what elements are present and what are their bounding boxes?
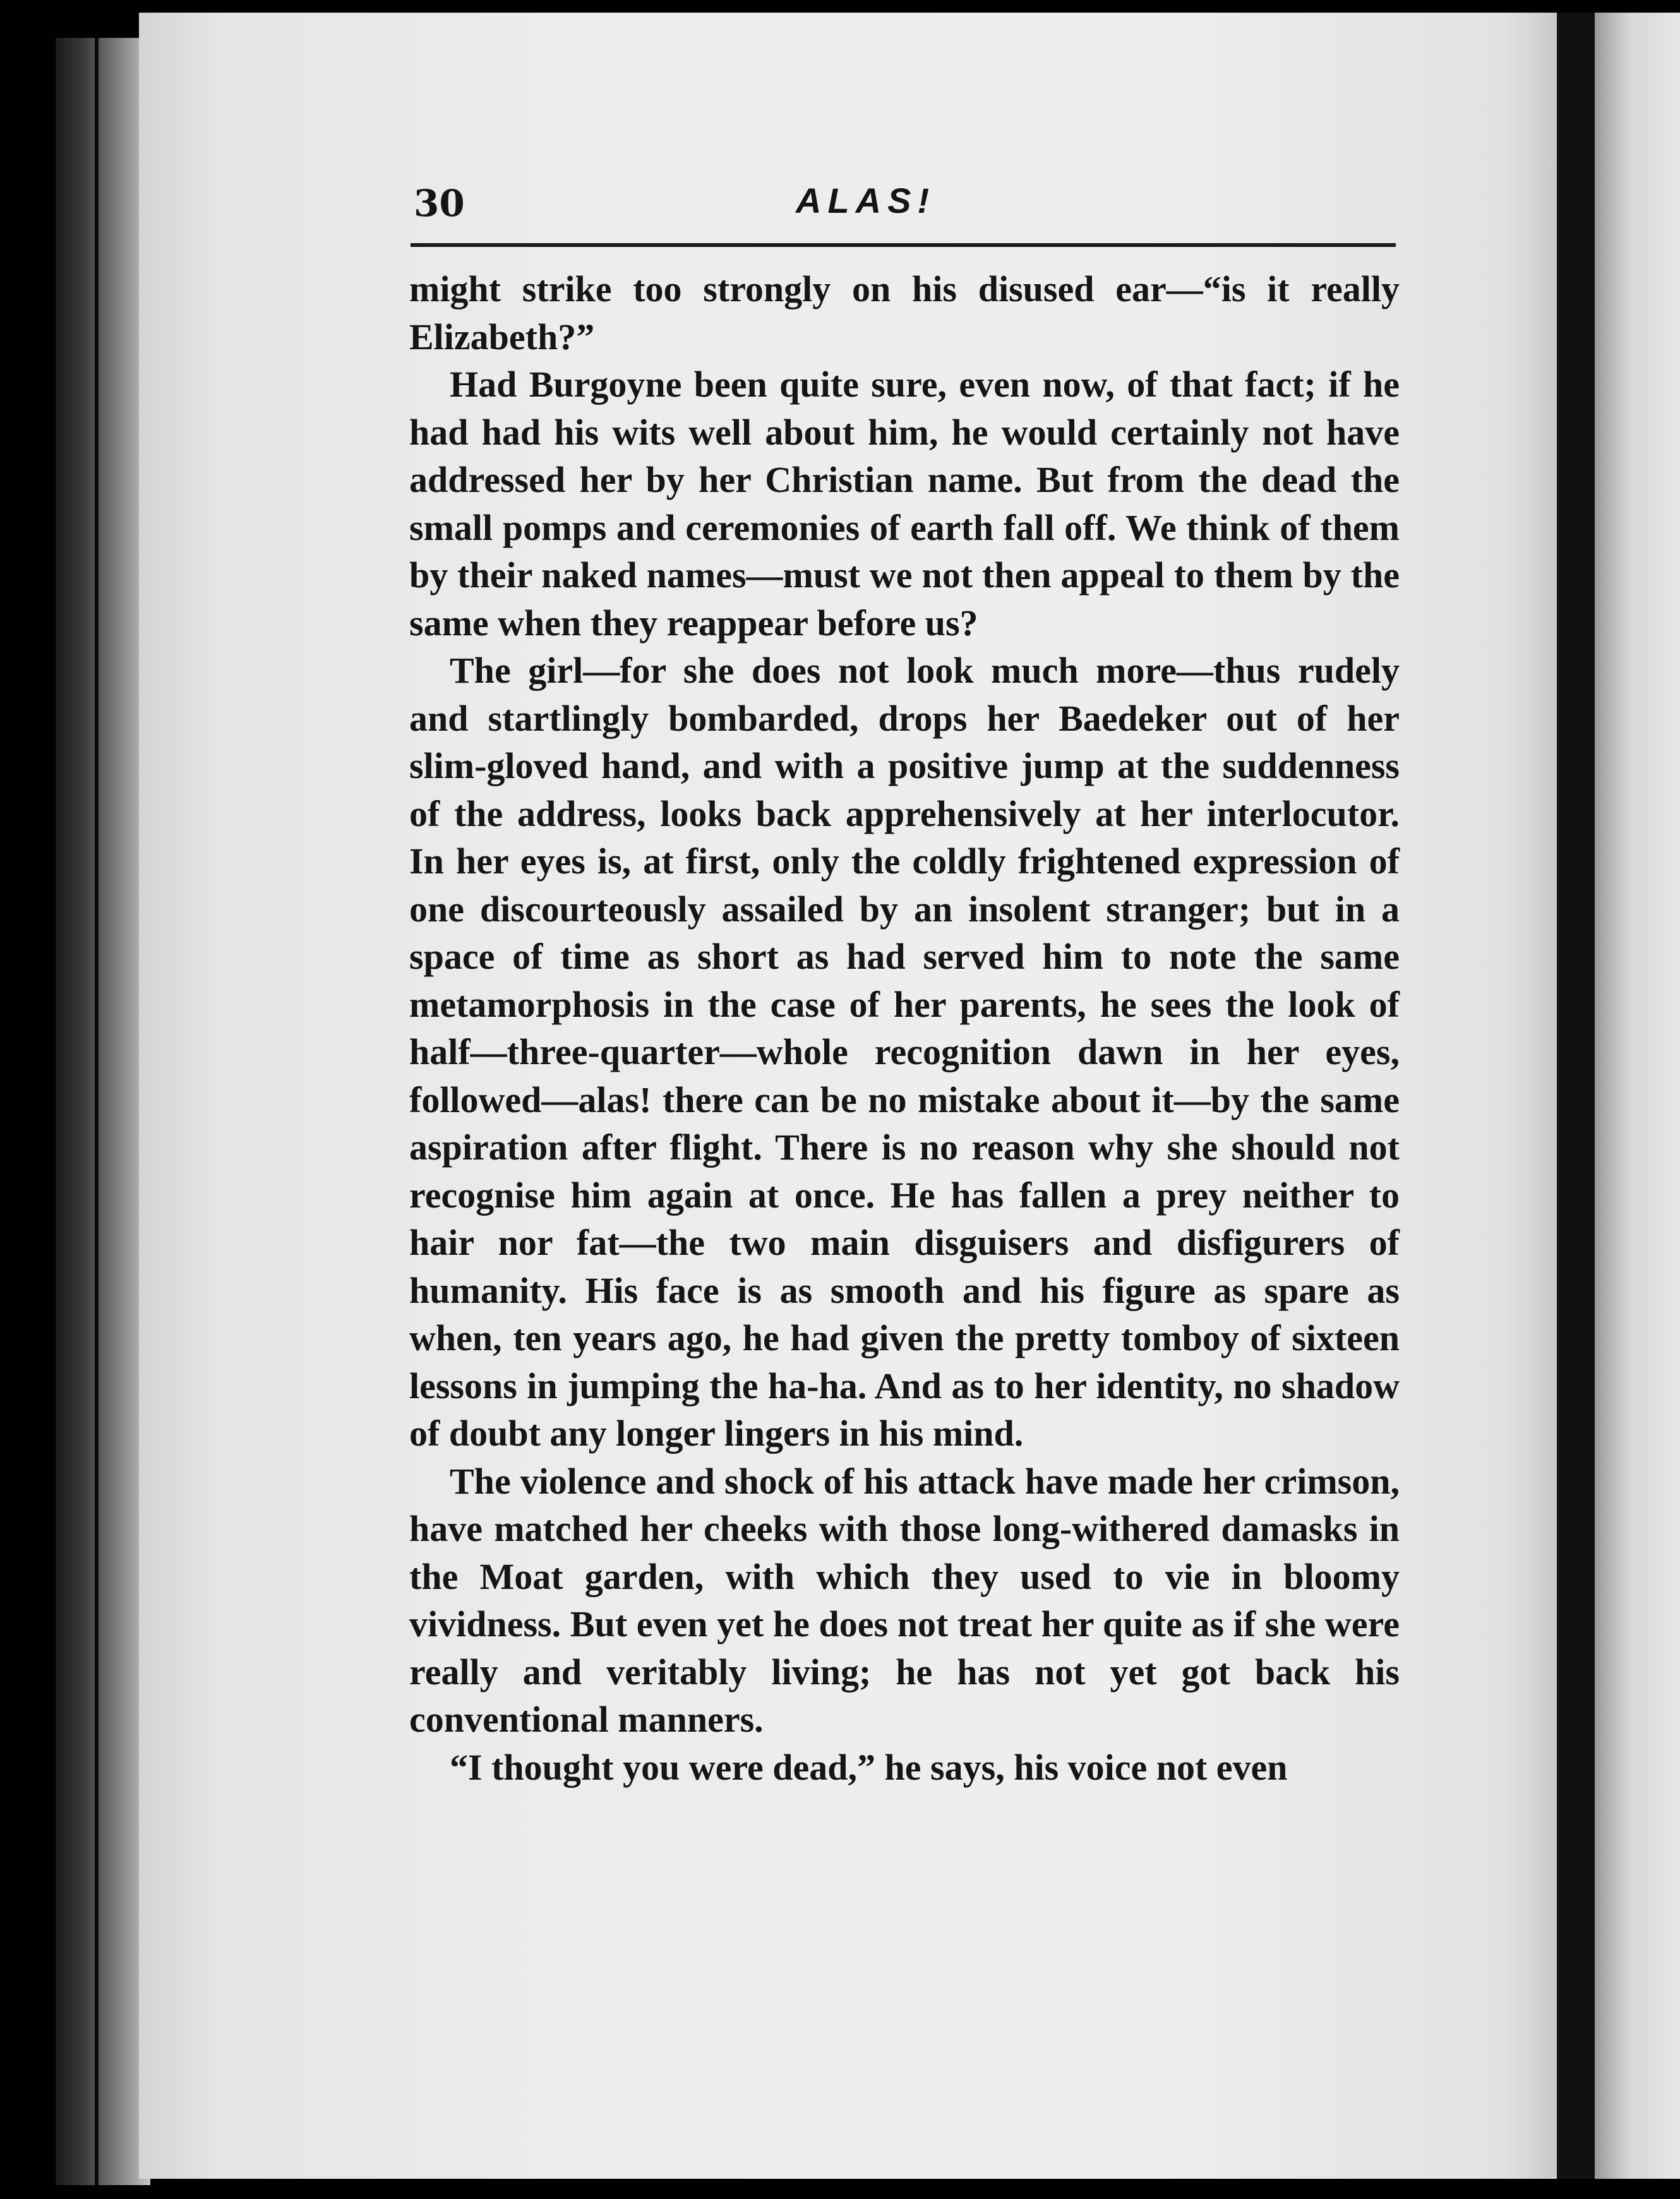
paragraph-4: The violence and shock of his attack have made her crimson, have matched her cheeks with those long-withered damasks in the Moat garden, with which they used to vie in bloomy vividness. But even yet he does not treat her quite as if she were really and veritably living; he has not yet got back his conventional manners.	[409, 1460, 1400, 1740]
page-gutter	[1557, 13, 1595, 2179]
paragraph-5: “I thought you were dead,” he says, his voice not even	[450, 1746, 1288, 1788]
next-page-edge	[1595, 13, 1680, 2179]
paragraph-1: might strike too strongly on his disused ear—“is it really Elizabeth?”	[409, 268, 1400, 357]
paragraph-3: The girl—for she does not look much more—thus rudely and startlingly bombarded, drops her Baedeker out of her slim-gloved hand, and with a positive jump at the suddenness of the address, looks back apprehensively at her interlocutor. In her eyes is, at first, only the coldly frightened expression of one discourteously assailed by an insolent stranger; but in a space of time as short as had served him to note the same metamorphosis in the case of her parents, he sees the look of half—three-quarter—whole recognition dawn in her eyes, followed—alas! there can be no mistake about it—by the same aspiration after flight. There is no reason why she should not recognise him again at once. He has fallen a prey neither to hair nor fat—the two main disguisers and disfigurers of humanity. His face is as smooth and his figure as spare as when, ten years ago, he had given the pretty tomboy of sixteen lessons in jumping the ha-ha. And as to her identity, no shadow of doubt any longer lingers in his mind.	[409, 650, 1400, 1454]
header-rule	[411, 243, 1396, 247]
spine-edge	[95, 38, 99, 2185]
body-text	[409, 265, 1400, 1791]
paragraph-2: Had Burgoyne been quite sure, even now, of that fact; if he had had his wits well about him, he would certainly not have addressed her by her Christian name. But from the dead the small pomps and ceremonies of earth fall off. We think of them by their naked names—must we not then appeal to them by the same when they reappear before us?	[409, 364, 1400, 644]
running-title: ALAS!	[796, 181, 936, 220]
book-spine	[56, 38, 150, 2185]
page-number: 30	[414, 182, 465, 225]
